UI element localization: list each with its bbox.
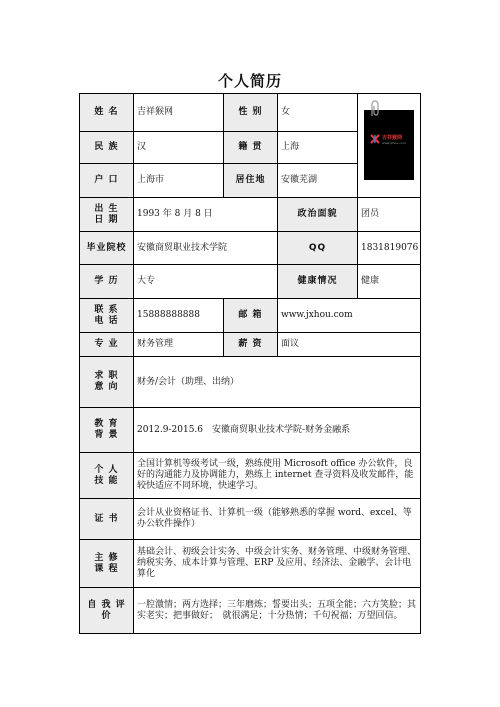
phone-label-line2: 电 话: [94, 315, 119, 326]
courses-value: 基础会计、初级会计实务、中级会计实务、财务管理、中级财务管理、纳税实务、成本计算与管理、ERP 及应用、经济法、金融学、会计电算化: [134, 540, 421, 588]
row-phone: [80, 299, 421, 333]
origin-value: 上海: [278, 132, 358, 164]
salary-label: 薪 资: [224, 333, 278, 357]
row-intention: [80, 357, 421, 408]
birth-label-line1: 出 生: [94, 203, 119, 214]
intention-value: 财务/会计（助理、出纳）: [134, 357, 421, 408]
logo-subtext: www.jxhou.com: [382, 140, 406, 145]
phone-label-line1: 联 系: [94, 304, 119, 315]
certificates-value: 会计从业资格证书、计算机一级（能够熟悉的掌握 word、excel、等办公软件操作）: [134, 499, 421, 540]
qq-value: 1831819076: [358, 232, 421, 265]
phone-label: [80, 299, 134, 333]
evaluation-label: [80, 588, 134, 634]
logo-mark-icon: [370, 134, 380, 144]
row-birth: [80, 198, 421, 232]
residence-label: 居住地: [224, 164, 278, 198]
qq-label: QQ: [278, 232, 358, 265]
skills-value: 全国计算机等级考试一级，熟练使用 Microsoft office 办公软件，良好的沟通能力及协调能力，熟练上 internet 查寻资料及收发邮件，能较快适应不同环境，快速学习。: [134, 453, 421, 499]
hukou-value: 上海市: [134, 164, 224, 198]
political-value: 团员: [358, 198, 421, 232]
gender-value: 女: [278, 94, 358, 132]
row-major: [80, 333, 421, 357]
row-courses: [80, 540, 421, 588]
salary-value: 面议: [278, 333, 421, 357]
row-skills: [80, 453, 421, 499]
birth-value: 1993 年 8 月 8 日: [134, 198, 278, 232]
intention-label-line2: 意 向: [94, 382, 119, 392]
origin-label: 籍 贯: [224, 132, 278, 164]
skills-label-line1: 个 人: [94, 464, 119, 475]
intention-label: [80, 357, 134, 408]
skills-label-line2: 技 能: [94, 475, 119, 486]
birth-label: [80, 198, 134, 232]
education-label: [80, 408, 134, 453]
residence-value: 安徽芜湖: [278, 164, 358, 198]
evaluation-label-line2: 价: [101, 610, 112, 621]
school-label: 毕业院校: [80, 232, 134, 265]
skills-label: [80, 453, 134, 499]
profile-photo: [364, 110, 414, 180]
row-name: [80, 94, 421, 132]
degree-value: 大专: [134, 265, 278, 299]
education-label-line2: 背 景: [94, 430, 119, 440]
row-degree: [80, 265, 421, 299]
intention-label-line1: 求 职: [94, 371, 119, 381]
major-value: 财务管理: [134, 333, 224, 357]
ethnicity-label: 民 族: [80, 132, 134, 164]
courses-label-line1: 主 修: [94, 552, 119, 563]
evaluation-label-line1: 自 我 评: [87, 599, 126, 610]
courses-label: [80, 540, 134, 588]
gender-label: 性 别: [224, 94, 278, 132]
courses-label-line2: 课 程: [94, 563, 119, 574]
education-label-line1: 教 育: [94, 419, 119, 429]
major-label: 专 业: [80, 333, 134, 357]
health-label: 健康情况: [278, 265, 358, 299]
resume-title: 个人简历: [217, 72, 282, 90]
name-value: 吉祥猴网: [134, 94, 224, 132]
logo-text: 吉祥猴网: [382, 134, 403, 141]
email-label: 邮 箱: [224, 299, 278, 333]
school-value: 安徽商贸职业技术学院: [134, 232, 278, 265]
education-value: 2012.9-2015.6 安徽商贸职业技术学院-财务金融系: [134, 408, 421, 453]
health-value: 健康: [358, 265, 421, 299]
degree-label: 学 历: [80, 265, 134, 299]
paperclip-icon: [368, 100, 380, 118]
row-school: [80, 232, 421, 265]
hukou-label: 户 口: [80, 164, 134, 198]
certificates-label: 证 书: [80, 499, 134, 540]
row-education: [80, 408, 421, 453]
name-label: 姓 名: [80, 94, 134, 132]
photo-cell: [358, 94, 421, 198]
phone-value: 15888888888: [134, 299, 224, 333]
row-evaluation: [80, 588, 421, 634]
email-value: www.jxhou.com: [278, 299, 421, 333]
political-label: 政治面貌: [278, 198, 358, 232]
resume-table: [79, 93, 421, 634]
ethnicity-value: 汉: [134, 132, 224, 164]
evaluation-value: 一腔激情；两方选择；三年磨炼；誓要出头；五项全能；六方笑脸；其实老实；把事做好； 就很满足；十分热情；千句祝福；万望回信。: [134, 588, 421, 634]
row-certificates: [80, 499, 421, 540]
birth-label-line2: 日 期: [94, 214, 119, 225]
